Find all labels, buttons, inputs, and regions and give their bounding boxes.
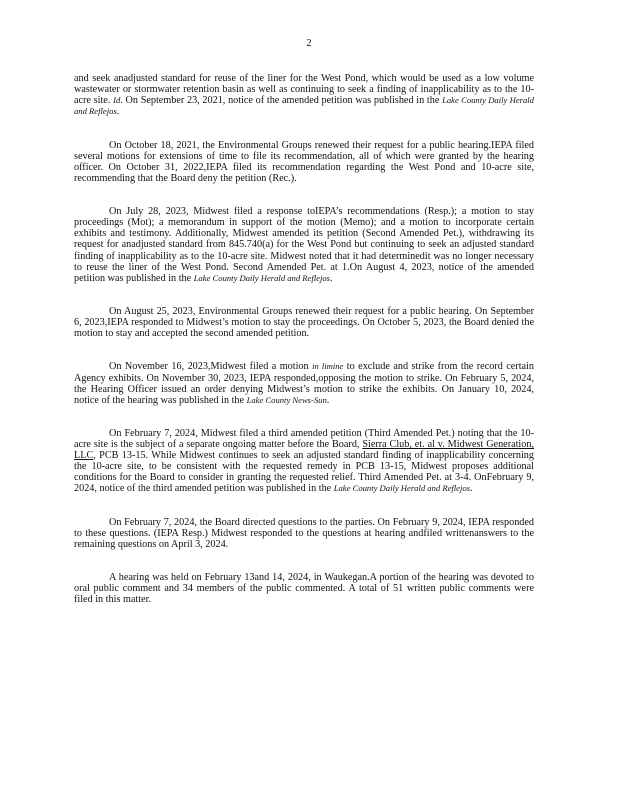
paragraph-2 — [74, 140, 534, 184]
text-segment: On February 7, 2024, Midwest filed a third amended petition (Third Amended Pet.) noting that the 10-acre site is the subject of a separate ongoing matter before the Board, — [74, 428, 534, 451]
paragraph-3 — [74, 206, 534, 284]
italic-text: Lake County Daily Herald and Reflejos — [193, 272, 330, 283]
text-segment: to exclude and strike from the record certain Agency exhibits. On November 30, 2023, IEPA responded,opposing the motion to strike. On February 5, 2024, the Hearing Officer issued an order denying Midwest’s motion to strike the exhibits. On January 10, 2024, notice of the hearing was published in the — [74, 361, 534, 406]
text-segment: On July 28, 2023, Midwest filed a response toIEPA’s recommendations (Resp.); a motion to stay proceedings (Mot); a memorandum in support of the motion (Memo); and a motion to incorporate certain exhibits and testimony. Additionally, Midwest amended its petition (Second Amended Pet.), withdrawing its request for anadjusted standard from 845.740(a) for the West Pond but continuing to seek an adjusted standard finding of inapplicability as to the 10-acre site. Midwest noted that it had determinedit was no longer necessary to reuse the liner of the West Pond. Second Amended Pet. at 1.On August 4, 2023, notice of the amended petition was published in the — [74, 206, 534, 284]
paragraph-4 — [74, 306, 534, 339]
paragraph-1 — [74, 73, 534, 117]
text-segment: . — [470, 483, 473, 495]
paragraph-8 — [74, 572, 534, 605]
text-segment: , PCB 13-15. While Midwest continues to seek an adjusted standard finding of inapplicability concerning the 10-acre site, to be consistent with the requested remedy in PCB 13-15, Midwest proposes additional conditions for the Board to consider in granting the requested relief. Third Amended Pet. at 3-4. OnFebruary 9, 2024, notice of the third amended petition was published in the — [74, 450, 534, 495]
text-segment: On February 7, 2024, the Board directed questions to the parties. On February 9, 2024, IEPA responded to these questions. (IEPA Resp.) Midwest responded to the questions at hearing andfiled writtenanswers to the remaining questions on April 3, 2024. — [74, 516, 534, 550]
italic-text: in limine — [312, 361, 344, 372]
paragraph-7 — [74, 517, 534, 550]
text-segment: . — [116, 106, 120, 118]
italic-text: Lake County Daily Herald and Reflejos — [74, 95, 534, 117]
paragraph-6 — [74, 428, 534, 495]
text-segment: On October 18, 2021, the Environmental Groups renewed their request for a public hearing.IEPA filed several motions for extensions of time to file its recommendation, all of which were granted by the hearing officer. On October 31, 2022,IEPA filed its recommendation regarding the West Pond and 10-acre site, recommending that the Board deny the petition (Rec.). — [74, 139, 534, 184]
text-segment: On August 25, 2023, Environmental Groups renewed their request for a public hearing. On September 6, 2023,IEPA responded to Midwest’s motion to stay the proceedings. On October 5, 2023, the Board denied the motion to stay and accepted the second amended petition. — [74, 305, 534, 340]
paragraph-5 — [74, 361, 534, 405]
text-segment: A hearing was held on February 13and 14, 2024, in Waukegan.A portion of the hearing was devoted to oral public comment and 34 members of the public commented. A total of 51 written public comments were filed in this matter. — [74, 572, 534, 606]
text-segment: and seek anadjusted standard for reuse of the liner for the West Pond, which would be used as a low volume wastewater or stormwater retention basin as well as continuing to seek a finding of inapplicability as to the 10-acre site. — [74, 73, 534, 107]
text-segment: . — [326, 394, 330, 406]
page-number: 2 — [306, 38, 312, 49]
italic-text: Lake County News-Sun — [246, 394, 327, 405]
document-body — [74, 73, 534, 606]
text-segment: . — [330, 272, 333, 284]
text-segment: . On September 23, 2021, notice of the amended petition was published in the — [120, 95, 443, 107]
text-segment: On November 16, 2023,Midwest filed a motion — [109, 361, 313, 373]
case-citation: Sierra Club, et. al v. Midwest Generation, LLC — [74, 439, 534, 462]
italic-text: Lake County Daily Herald and Reflejos — [333, 483, 471, 494]
italic-text: Id — [113, 95, 121, 106]
